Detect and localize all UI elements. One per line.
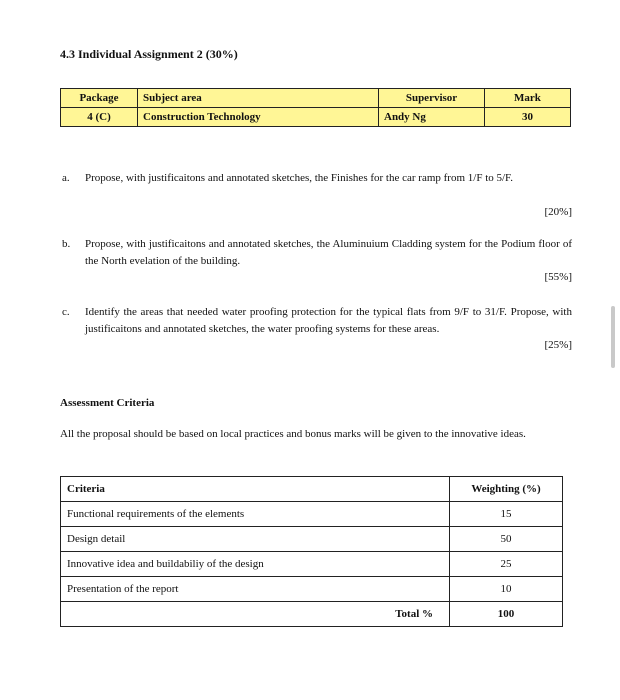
weighting-cell: 15 xyxy=(450,502,563,527)
header-supervisor: Supervisor xyxy=(379,89,485,108)
assessment-note: All the proposal should be based on local practices and bonus marks will be given to the innovative ideas. xyxy=(60,428,526,440)
criteria-cell: Innovative idea and buildabiliy of the design xyxy=(61,552,450,577)
criteria-cell: Design detail xyxy=(61,527,450,552)
assessment-criteria-title: Assessment Criteria xyxy=(60,397,155,409)
info-header-row xyxy=(61,89,571,108)
header-subject-area: Subject area xyxy=(138,89,379,108)
task-text: Propose, with justificaitons and annotated sketches, the Finishes for the car ramp from 1/F to 5/F. xyxy=(85,172,514,184)
weighting-cell: 50 xyxy=(450,527,563,552)
task-c-mark: [25%] xyxy=(544,339,572,351)
task-a-mark: [20%] xyxy=(544,206,572,218)
task-label: b. xyxy=(62,238,71,250)
total-row xyxy=(61,602,563,627)
section-heading: 4.3 Individual Assignment 2 (30%) xyxy=(60,47,238,61)
table-row xyxy=(61,577,563,602)
weighting-header: Weighting (%) xyxy=(450,477,563,502)
value-package: 4 (C) xyxy=(61,108,138,127)
total-value: 100 xyxy=(450,602,563,627)
assignment-info-table xyxy=(60,88,571,127)
task-text: Identify the areas that needed water proofing protection for the typical flats from 9/F to 31/F. Propose, with justificaitons and annotated sketches, the water proofing systems for these areas. xyxy=(85,306,572,335)
task-c xyxy=(62,304,572,338)
info-value-row xyxy=(61,108,571,127)
value-mark: 30 xyxy=(485,108,571,127)
header-package: Package xyxy=(61,89,138,108)
header-mark: Mark xyxy=(485,89,571,108)
task-label: a. xyxy=(62,172,70,184)
table-row xyxy=(61,552,563,577)
total-label: Total % xyxy=(61,602,450,627)
task-label: c. xyxy=(62,306,70,318)
task-a xyxy=(62,170,572,187)
value-supervisor: Andy Ng xyxy=(379,108,485,127)
weighting-cell: 10 xyxy=(450,577,563,602)
weighting-cell: 25 xyxy=(450,552,563,577)
criteria-cell: Presentation of the report xyxy=(61,577,450,602)
vertical-scrollbar[interactable] xyxy=(611,306,615,368)
criteria-header-row xyxy=(61,477,563,502)
task-b-mark: [55%] xyxy=(544,271,572,283)
criteria-cell: Functional requirements of the elements xyxy=(61,502,450,527)
criteria-table xyxy=(60,476,563,627)
criteria-header: Criteria xyxy=(61,477,450,502)
table-row xyxy=(61,527,563,552)
task-text: Propose, with justificaitons and annotated sketches, the Aluminuium Cladding system for the Podium floor of the North evelation of the building. xyxy=(85,238,572,267)
task-b xyxy=(62,236,572,270)
value-subject-area: Construction Technology xyxy=(138,108,379,127)
table-row xyxy=(61,502,563,527)
